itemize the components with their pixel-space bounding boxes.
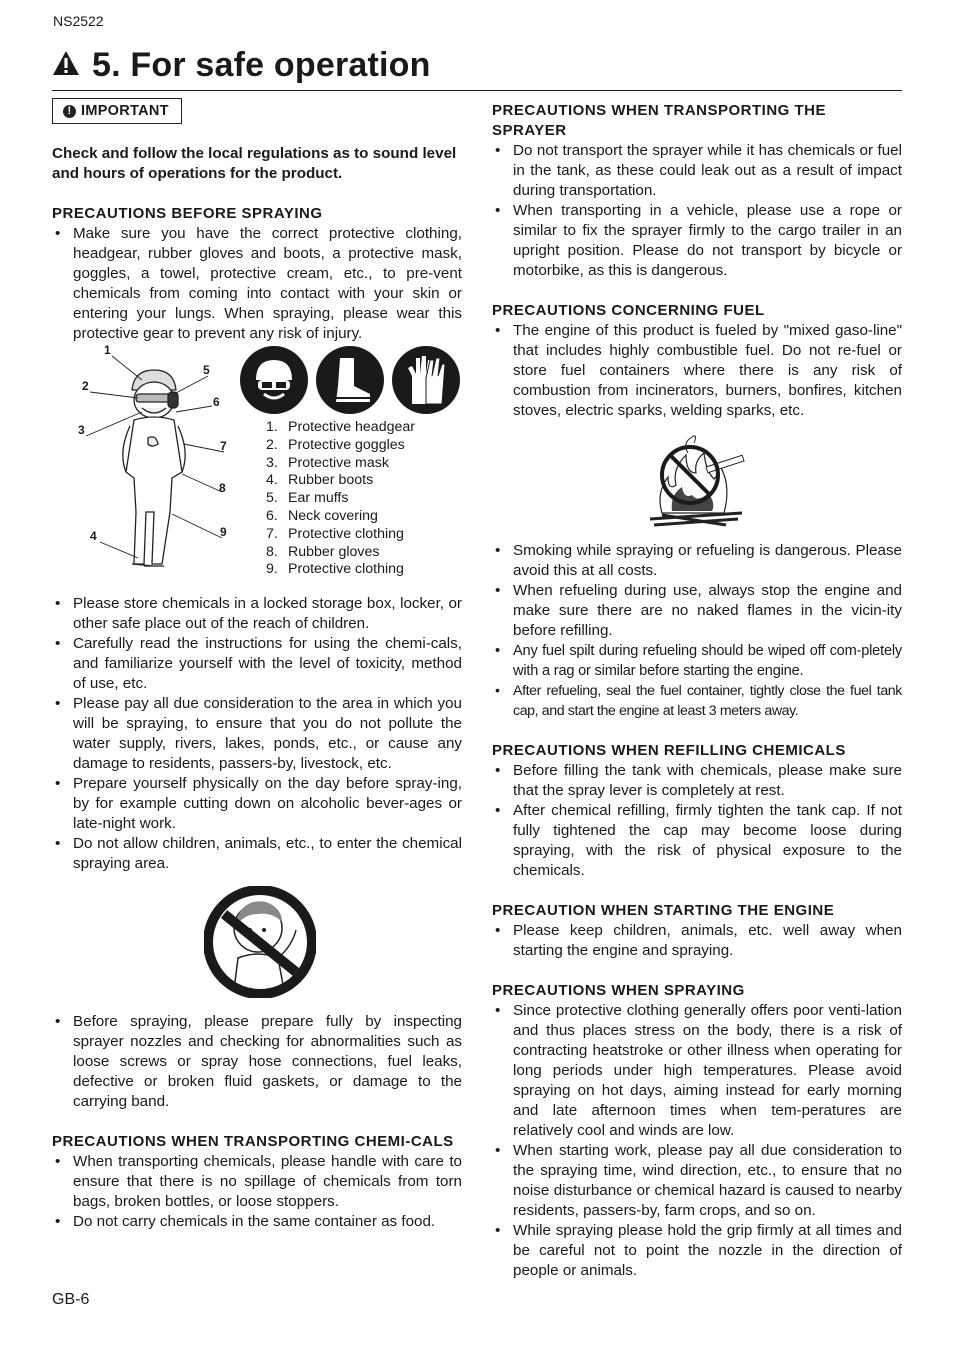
section-starting-engine: [492, 901, 902, 961]
list-item: • Smoking while spraying or refueling is dangerous. Please avoid this at all costs.: [492, 541, 902, 581]
list-item: • Please store chemicals in a locked storage box, locker, or other safe place out of the reach of children.: [52, 594, 462, 634]
exclamation-icon: !: [63, 105, 76, 118]
callout-number: 6: [213, 395, 220, 409]
section-heading: PRECAUTIONS CONCERNING FUEL: [492, 302, 765, 319]
right-column: [492, 101, 902, 1281]
important-text: Check and follow the local regulations as to sound level and hours of operations for the product.: [52, 145, 457, 182]
section-heading: PRECAUTIONS WHEN TRANSPORTING THE SPRAYER: [492, 102, 827, 139]
list-item: • When transporting chemicals, please handle with care to ensure that there is no spillage of chemicals from torn bags, broken bottles, or loose stoppers.: [52, 1152, 462, 1212]
section-heading: PRECAUTIONS WHEN TRANSPORTING CHEMI-CALS: [52, 1133, 454, 1150]
list-item: • Make sure you have the correct protective clothing, headgear, rubber gloves and boots, a protective mask, goggles, a towel, protective cream, etc., to pre-vent chemicals from coming into contact with your skin or entering your lungs. When spraying, please wear this protective gear to prevent any risk of injury.: [52, 224, 462, 344]
section-fuel: [492, 301, 902, 721]
list-item: • Carefully read the instructions for using the chemi-cals, and familiarize yourself with the level of toxicity, method of use, etc.: [52, 634, 462, 694]
list-item: • After chemical refilling, firmly tighten the tank cap. If not fully tightened the cap may become loose during spraying, with the risk of physical exposure to the chemicals.: [492, 801, 902, 881]
left-column: [52, 98, 462, 1232]
important-badge: [52, 98, 182, 124]
list-item: 3. Protective mask: [266, 454, 389, 471]
no-fire-figure: [492, 433, 902, 533]
page-number: GB-6: [52, 1291, 90, 1308]
list-item: • While spraying please hold the grip firmly at all times and be careful not to point the nozzle in the direction of people or animals.: [492, 1221, 902, 1281]
list-item: • Please pay all due consideration to the area in which you will be spraying, to ensure that you do not pollute the water supply, rivers, lakes, ponds, etc., or cause any damage to residents, passers-by, livestock, etc.: [52, 694, 462, 774]
section-heading: PRECAUTIONS BEFORE SPRAYING: [52, 205, 323, 222]
list-item: • Before spraying, please prepare fully by inspecting sprayer nozzles and checking for abnormalities such as loose screws or spray hose connections, fuel leaks, defective or broken fluid gaskets, or damage to the carrying band.: [52, 1012, 462, 1112]
list-item: • Before filling the tank with chemicals, please make sure that the spray lever is completely at rest.: [492, 761, 902, 801]
callout-number: 1: [104, 343, 111, 357]
section-before-spraying: [52, 204, 462, 1112]
model-number: NS2522: [53, 13, 104, 29]
no-children-icon: [204, 886, 316, 998]
rubber-gloves-icon: [392, 346, 460, 414]
list-item: 8. Rubber gloves: [266, 543, 380, 560]
list-item: 6. Neck covering: [266, 507, 378, 524]
list-item: 1. Protective headgear: [266, 419, 415, 435]
callout-number: 2: [82, 379, 89, 393]
section-heading: PRECAUTIONS WHEN REFILLING CHEMICALS: [492, 742, 846, 759]
list-item: • When transporting in a vehicle, please use a rope or similar to fix the sprayer firmly to the cargo trailer in an upright position. Please do not transport by bicycle or motorbike, as this is dangerous.: [492, 201, 902, 281]
list-item: • Do not allow children, animals, etc., to enter the chemical spraying area.: [52, 834, 462, 874]
list-item: • Do not transport the sprayer while it has chemicals or fuel in the tank, as these could leak out as a result of impact during transportation.: [492, 141, 902, 201]
before-spraying-list: [52, 594, 462, 874]
section-heading: PRECAUTIONS WHEN SPRAYING: [492, 982, 745, 999]
list-item: 2. Protective goggles: [266, 436, 405, 453]
list-item: 4. Rubber boots: [266, 472, 374, 489]
callout-number: 4: [90, 529, 97, 543]
section-refilling: [492, 741, 902, 881]
page-title: 5. For safe operation: [92, 46, 431, 84]
list-item: • Any fuel spilt during refueling should be wiped off com-pletely with a rag or similar before starting the engine.: [492, 641, 902, 681]
warning-triangle-icon: [52, 50, 80, 76]
callout-number: 5: [203, 363, 210, 377]
section-transport-chemicals: [52, 1132, 462, 1232]
list-item: • When refueling during use, always stop the engine and make sure there are no naked flames in the vicin-ity before refilling.: [492, 581, 902, 641]
section-spraying: [492, 981, 902, 1281]
section-heading: PRECAUTION WHEN STARTING THE ENGINE: [492, 902, 835, 919]
rubber-boots-icon: [316, 346, 384, 414]
list-item: • The engine of this product is fueled by "mixed gaso-line" that includes highly combustible fuel. Do not re-fuel or store fuel containers where there is any risk of combustion from incinerators, burners, bonfires, kitchen stoves, electric sparks, welding sparks, etc.: [492, 321, 902, 421]
list-item: 9. Protective clothing: [266, 561, 404, 578]
protected-person-illustration: [72, 352, 242, 582]
list-item: 5. Ear muffs: [266, 490, 349, 507]
protective-gear-figure: [52, 344, 462, 594]
list-item: • Prepare yourself physically on the day before spray-ing, by for example cutting down on alcoholic bever-ages or late-night work.: [52, 774, 462, 834]
list-item: • Since protective clothing generally offers poor venti-lation and thus places stress on the body, there is a risk of contracting heatstroke or other illness when operating for long periods under high temperatures. Please avoid spraying on hot days, aiming instead for early morning and late afternoon times when tem-peratures are relatively cool and winds are low.: [492, 1001, 902, 1141]
no-children-figure: [52, 886, 462, 1004]
helmet-goggles-icon: [240, 346, 308, 414]
callout-number: 7: [220, 439, 227, 453]
list-item: • When starting work, please pay all due consideration to the spraying time, wind direction, etc., to ensure that no noise disturbance or chemical hazard is caused to nearby residents, passers-by, farm crops, and so on.: [492, 1141, 902, 1221]
callout-number: 3: [78, 423, 85, 437]
important-label: IMPORTANT: [81, 103, 169, 119]
section-transport-sprayer: [492, 101, 902, 281]
page-title-row: [52, 42, 902, 91]
no-smoking-fire-icon: [642, 433, 754, 533]
list-item: • Please keep children, animals, etc. well away when starting the engine and spraying.: [492, 921, 902, 961]
callout-number: 9: [220, 525, 227, 539]
callout-number: 8: [219, 481, 226, 495]
protective-gear-list: [266, 419, 415, 579]
list-item: • After refueling, seal the fuel container, tightly close the fuel tank cap, and start the engine at least 3 meters away.: [492, 681, 902, 721]
list-item: 7. Protective clothing: [266, 525, 404, 542]
list-item: • Do not carry chemicals in the same container as food.: [52, 1212, 462, 1232]
